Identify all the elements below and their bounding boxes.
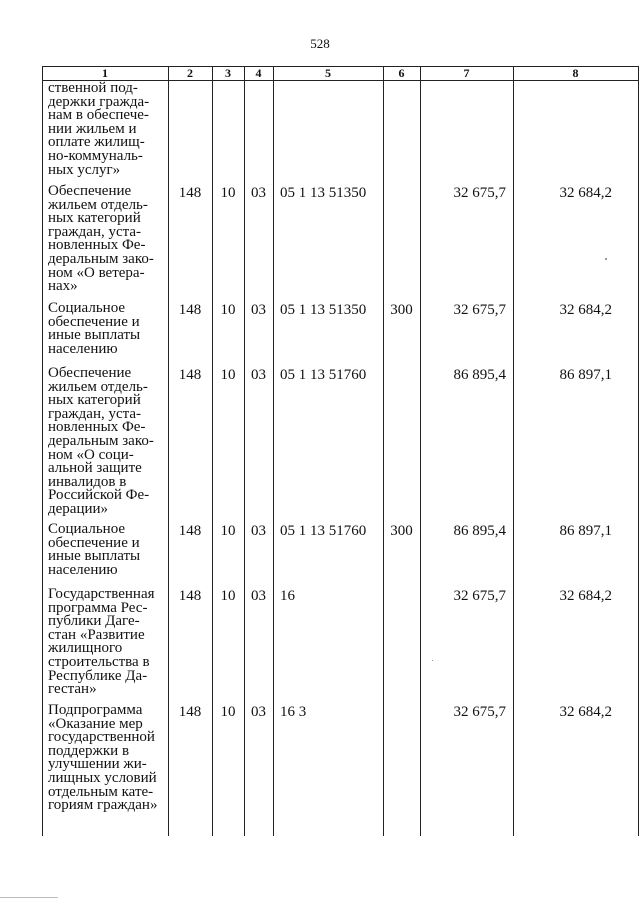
column-header-8: 8 xyxy=(572,66,579,80)
table-row-name: Обеспечение жильем отдель- ных категорий граждан, уста- новленных Фе- деральным зако- ном «О соци- альной защите инвалидов в Российской Фе- дерации» xyxy=(48,365,154,517)
table-row-name: ственной под- держки граждa- нам в обеспече- нии жильем и оплате жилищ- но-коммуналь- ных услуг» xyxy=(48,80,150,178)
table-cell-subsection: 03 xyxy=(251,588,266,604)
table-row-name: Подпрограмма «Оказание мер государственной поддержки в улучшении жи- лищных условий отдельным кате- гориям граждан» xyxy=(48,702,158,814)
column-header-1: 1 xyxy=(102,66,108,80)
table-cell-amount-1: 32 675,7 xyxy=(453,588,506,604)
table-cell-subsection: 03 xyxy=(251,523,266,539)
scan-speck xyxy=(605,258,607,260)
table-cell-target-article: 16 3 xyxy=(280,704,307,720)
table-cell-amount-1: 32 675,7 xyxy=(453,302,506,318)
table-cell-section: 10 xyxy=(220,523,236,539)
table-cell-section: 10 xyxy=(220,704,236,720)
table-cell-target-article: 05 1 13 51760 xyxy=(280,523,367,539)
column-header-7: 7 xyxy=(463,66,470,80)
page-number: 528 xyxy=(310,36,330,51)
table-cell-subsection: 03 xyxy=(251,185,266,201)
column-header-5: 5 xyxy=(325,66,331,80)
table-cell-target-article: 05 1 13 51350 xyxy=(280,185,367,201)
table-cell-grbs: 148 xyxy=(178,302,202,318)
table-cell-subsection: 03 xyxy=(251,302,266,318)
table-cell-grbs: 148 xyxy=(178,185,202,201)
table-cell-grbs: 148 xyxy=(178,588,202,604)
table-cell-section: 10 xyxy=(220,302,236,318)
table-cell-section: 10 xyxy=(220,367,236,383)
table-cell-amount-1: 86 895,4 xyxy=(453,367,506,383)
table-cell-target-article: 05 1 13 51350 xyxy=(280,302,367,318)
column-header-2: 2 xyxy=(187,66,193,80)
table-cell-expense-type: 300 xyxy=(390,302,413,318)
column-divider xyxy=(168,66,169,836)
table-cell-target-article: 16 xyxy=(280,588,295,604)
table-cell-grbs: 148 xyxy=(178,367,202,383)
table-cell-amount-2: 32 684,2 xyxy=(559,185,612,201)
table-cell-expense-type: 300 xyxy=(390,523,413,539)
table-cell-section: 10 xyxy=(220,185,236,201)
table-cell-amount-1: 32 675,7 xyxy=(453,704,506,720)
scan-edge-line xyxy=(0,897,58,898)
table-cell-subsection: 03 xyxy=(251,704,266,720)
column-divider xyxy=(273,66,274,836)
column-divider xyxy=(420,66,421,836)
table-row-name: Социальное обеспечение и иные выплаты населению xyxy=(48,300,141,357)
table-row-name: Обеспечение жильем отдель- ных категорий граждан, уста- новленных Фе- деральным зако- ном «О ветера- нах» xyxy=(48,183,154,295)
table-cell-amount-2: 32 684,2 xyxy=(559,302,612,318)
column-divider xyxy=(638,66,639,836)
table-cell-amount-2: 86 897,1 xyxy=(559,367,612,383)
column-header-6: 6 xyxy=(398,66,405,80)
table-cell-section: 10 xyxy=(220,588,236,604)
table-cell-amount-2: 32 684,2 xyxy=(559,704,612,720)
column-divider xyxy=(383,66,384,836)
table-row-name: Государственная программа Рес- публики Даге- стан «Развитие жилищного строительства в Республике Да- гестан» xyxy=(48,586,155,698)
table-cell-target-article: 05 1 13 51760 xyxy=(280,367,367,383)
table-cell-grbs: 148 xyxy=(178,523,202,539)
column-divider xyxy=(42,66,43,836)
table-cell-grbs: 148 xyxy=(178,704,202,720)
table-cell-subsection: 03 xyxy=(251,367,266,383)
table-row-name: Социальное обеспечение и иные выплаты населению xyxy=(48,521,141,578)
column-header-4: 4 xyxy=(255,66,262,80)
table-cell-amount-2: 32 684,2 xyxy=(559,588,612,604)
column-divider xyxy=(244,66,245,836)
column-header-3: 3 xyxy=(225,66,231,80)
table-cell-amount-1: 86 895,4 xyxy=(453,523,506,539)
column-divider xyxy=(513,66,514,836)
table-cell-amount-1: 32 675,7 xyxy=(453,185,506,201)
table-cell-amount-2: 86 897,1 xyxy=(559,523,612,539)
column-divider xyxy=(212,66,213,836)
scan-speck xyxy=(432,660,433,661)
